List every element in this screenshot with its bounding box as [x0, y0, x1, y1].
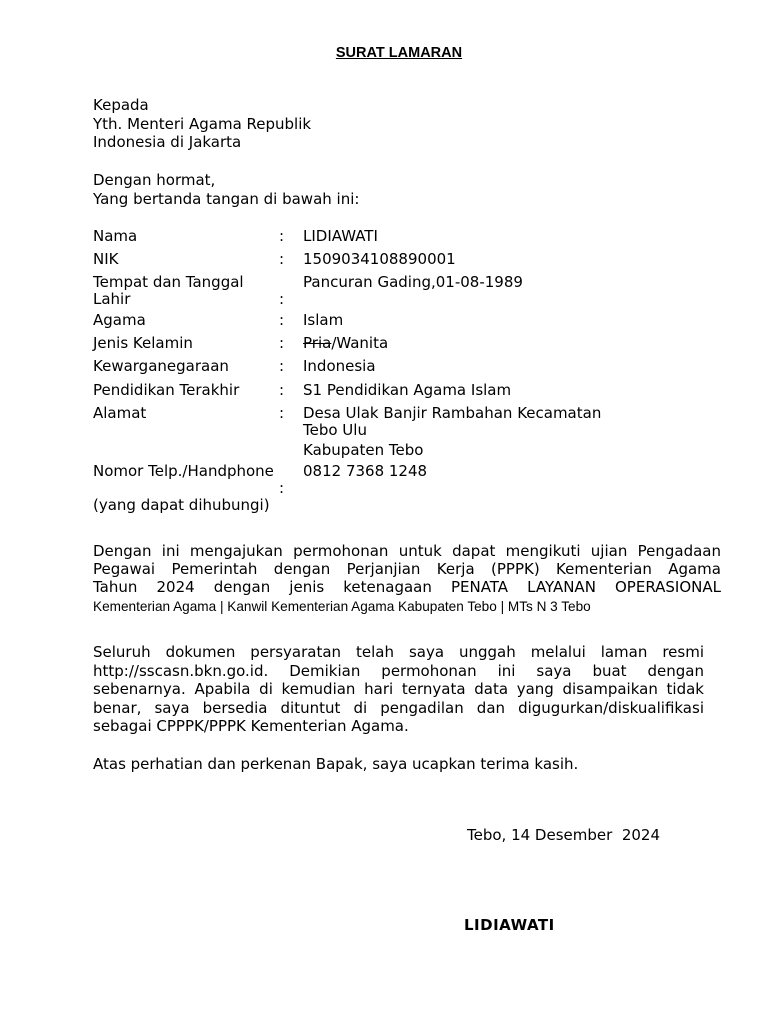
paragraph-line: Kementerian Agama | Kanwil Kementerian Agama Kabupaten Tebo | MTs N 3 Tebo — [93, 599, 591, 614]
letter-title: SURAT LAMARAN — [335, 45, 463, 61]
paragraph-line: Dengan ini mengajukan permohonan untuk dapat mengikuti ujian Pengadaan — [93, 542, 721, 560]
field-label-telp: Nomor Telp./Handphone — [93, 462, 274, 480]
field-colon: : — [279, 381, 285, 399]
paragraph-line: Pegawai Pemerintah dengan Perjanjian Kerja (PPPK) Kementerian Agama — [93, 560, 721, 578]
field-label-alamat: Alamat — [93, 404, 147, 422]
recipient-line: Indonesia di Jakarta — [93, 133, 242, 151]
field-value-alamat-3: Kabupaten Tebo — [303, 441, 424, 459]
paragraph-line: http://sscasn.bkn.go.id. Demikian permohonan ini saya buat dengan — [93, 661, 704, 680]
field-label-pend: Pendidikan Terakhir — [93, 381, 240, 399]
field-label-ttl-2: Lahir — [93, 290, 131, 308]
recipient-block — [93, 96, 311, 152]
field-label-telp-2: (yang dapat dihubungi) — [93, 496, 270, 514]
paragraph-line: Seluruh dokumen persyaratan telah saya unggah melalui laman resmi — [93, 643, 704, 661]
greeting-block — [93, 171, 359, 208]
field-colon: : — [279, 290, 285, 308]
paragraph-line: Tahun 2024 dengan jenis ketenagaan PENATA LAYANAN OPERASIONAL — [93, 578, 721, 596]
field-value-kw: Indonesia — [303, 357, 376, 375]
field-label-kw: Kewarganegaraan — [93, 357, 229, 375]
field-colon: : — [279, 479, 285, 497]
closing-line: Atas perhatian dan perkenan Bapak, saya ucapkan terima kasih. — [93, 755, 579, 773]
paragraph-line: sebagai CPPPK/PPPK Kementerian Agama. — [93, 717, 409, 735]
paragraph-line: sebenarnya. Apabila di kemudian hari ternyata data yang disampaikan tidak — [93, 680, 704, 698]
field-label-nama: Nama — [93, 227, 138, 245]
field-colon: : — [279, 311, 285, 329]
field-value-agama: Islam — [303, 311, 344, 329]
recipient-line: Kepada — [93, 96, 149, 114]
field-colon: : — [279, 404, 285, 422]
paragraph-line: benar, saya bersedia dituntut di pengadilan dan digugurkan/diskualifikasi — [93, 698, 704, 717]
field-colon: : — [279, 334, 285, 352]
field-value-jk — [303, 334, 388, 352]
field-value-alamat: Desa Ulak Banjir Rambahan Kecamatan — [303, 404, 602, 422]
greeting-line: Dengan hormat, — [93, 171, 216, 189]
field-label-agama: Agama — [93, 311, 146, 329]
signature-name: LIDIAWATI — [464, 916, 555, 934]
field-colon: : — [279, 227, 285, 245]
recipient-line: Yth. Menteri Agama Republik — [93, 114, 312, 133]
statement-paragraph — [93, 643, 704, 736]
field-value-nama: LIDIAWATI — [303, 227, 378, 245]
field-colon: : — [279, 250, 285, 268]
field-value-ttl: Pancuran Gading,01-08-1989 — [303, 273, 523, 291]
field-value-nik: 1509034108890001 — [303, 250, 456, 268]
field-label-nik: NIK — [93, 250, 119, 268]
struck-option: Pria — [303, 334, 332, 352]
place-date: Tebo, 14 Desember 2024 — [467, 826, 660, 844]
greeting-line: Yang bertanda tangan di bawah ini: — [93, 189, 360, 208]
gender-option: /Wanita — [331, 334, 389, 352]
field-value-pend: S1 Pendidikan Agama Islam — [303, 381, 512, 399]
field-label-jk: Jenis Kelamin — [93, 334, 193, 352]
field-colon: : — [279, 357, 285, 375]
field-label-ttl: Tempat dan Tanggal — [93, 273, 244, 291]
field-value-alamat-2: Tebo Ulu — [303, 421, 367, 439]
field-value-telp: 0812 7368 1248 — [303, 462, 428, 480]
